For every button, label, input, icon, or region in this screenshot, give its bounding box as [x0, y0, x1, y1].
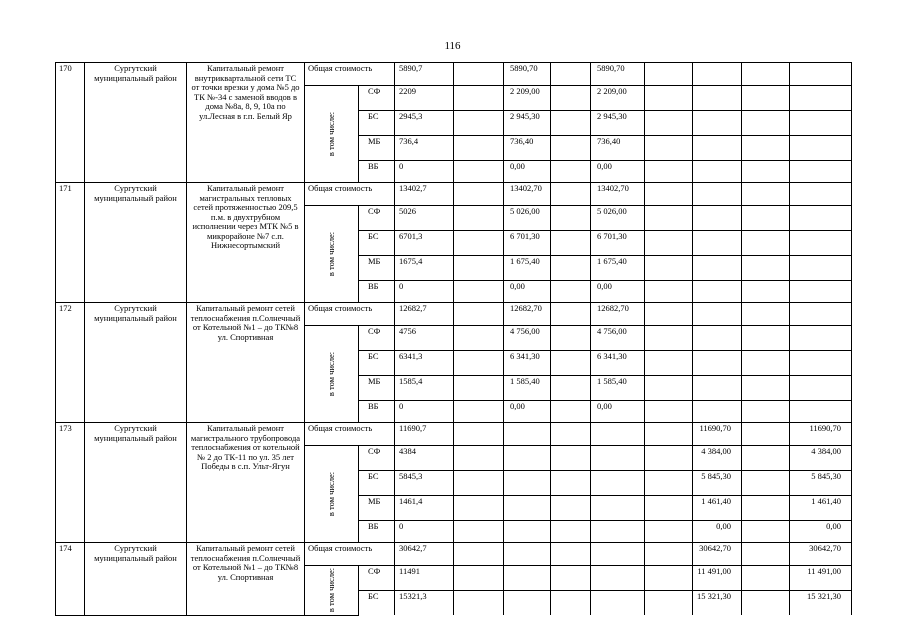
- source-label: ВБ: [359, 281, 395, 303]
- empty-cell: [551, 496, 591, 521]
- value-cell: 6 701,30: [591, 231, 645, 256]
- total-cost-label: Общая стоимость: [305, 543, 395, 566]
- empty-cell: [551, 161, 591, 183]
- empty-cell: [645, 521, 693, 543]
- value-cell: 4 384,00: [693, 446, 742, 471]
- empty-cell: [742, 231, 790, 256]
- value-cell: 2945,3: [395, 111, 454, 136]
- empty-cell: [645, 303, 693, 326]
- row-number: 172: [56, 303, 85, 423]
- value-cell: 0,00: [591, 161, 645, 183]
- empty-cell: [454, 471, 504, 496]
- municipality-cell: Сургутский муниципальный район: [85, 423, 187, 543]
- value-cell: [790, 63, 852, 86]
- empty-cell: [645, 63, 693, 86]
- project-description: Капитальный ремонт внутриквартальной сети ТС от точки врезки у дома №5 до ТК №-34 с заменой вводов в дома №8а, 8, 9, 10а по ул.Лесная в г.п. Белый Яр: [187, 63, 305, 183]
- table-row: [56, 423, 852, 446]
- row-number: 173: [56, 423, 85, 543]
- source-label: ВБ: [359, 161, 395, 183]
- value-cell: 0: [395, 401, 454, 423]
- empty-cell: [645, 376, 693, 401]
- empty-cell: [551, 401, 591, 423]
- value-cell: 30642,70: [790, 543, 852, 566]
- value-cell: [693, 376, 742, 401]
- value-cell: 736,40: [591, 136, 645, 161]
- empty-cell: [645, 566, 693, 591]
- empty-cell: [742, 183, 790, 206]
- municipality-cell: Сургутский муниципальный район: [85, 303, 187, 423]
- value-cell: [790, 86, 852, 111]
- empty-cell: [645, 231, 693, 256]
- empty-cell: [742, 521, 790, 543]
- empty-cell: [454, 63, 504, 86]
- value-cell: 6341,3: [395, 351, 454, 376]
- value-cell: 11 491,00: [693, 566, 742, 591]
- value-cell: 4384: [395, 446, 454, 471]
- empty-cell: [742, 63, 790, 86]
- value-cell: [693, 231, 742, 256]
- empty-cell: [454, 446, 504, 471]
- value-cell: 1 675,40: [504, 256, 551, 281]
- empty-cell: [454, 161, 504, 183]
- value-cell: 13402,7: [395, 183, 454, 206]
- value-cell: [693, 206, 742, 231]
- value-cell: 0: [395, 521, 454, 543]
- empty-cell: [551, 136, 591, 161]
- value-cell: 1461,4: [395, 496, 454, 521]
- empty-cell: [454, 256, 504, 281]
- within-label: в том числе:: [325, 471, 336, 517]
- empty-cell: [645, 446, 693, 471]
- source-label: БС: [359, 591, 395, 616]
- value-cell: [591, 496, 645, 521]
- project-description: Капитальный ремонт сетей теплоснабжения п.Солнечный от Котельной №1 – до ТК№8 ул. Спортивная: [187, 543, 305, 616]
- value-cell: [591, 591, 645, 616]
- value-cell: 1 675,40: [591, 256, 645, 281]
- value-cell: 1585,4: [395, 376, 454, 401]
- value-cell: [591, 566, 645, 591]
- empty-cell: [454, 111, 504, 136]
- project-description: Капитальный ремонт магистрального трубопровода теплоснабжения от котельной № 2 до ТК-11 по ул. 35 лет Победы в с.п. Ульт-Ягун: [187, 423, 305, 543]
- value-cell: 12682,70: [591, 303, 645, 326]
- empty-cell: [742, 136, 790, 161]
- empty-cell: [551, 281, 591, 303]
- project-description: Капитальный ремонт магистральных тепловых сетей протяженностью 209,5 п.м. в двухтрубном исполнении через МТК №5 в микрорайоне №7 с.п. Нижнесортымский: [187, 183, 305, 303]
- value-cell: [693, 63, 742, 86]
- empty-cell: [551, 326, 591, 351]
- value-cell: [790, 326, 852, 351]
- empty-cell: [551, 566, 591, 591]
- municipality-cell: Сургутский муниципальный район: [85, 63, 187, 183]
- value-cell: [790, 281, 852, 303]
- within-label-cell: [305, 326, 359, 423]
- empty-cell: [454, 136, 504, 161]
- empty-cell: [454, 521, 504, 543]
- value-cell: 6701,3: [395, 231, 454, 256]
- empty-cell: [742, 111, 790, 136]
- value-cell: 11690,7: [395, 423, 454, 446]
- source-label: СФ: [359, 206, 395, 231]
- empty-cell: [742, 206, 790, 231]
- source-label: СФ: [359, 446, 395, 471]
- value-cell: 30642,7: [395, 543, 454, 566]
- empty-cell: [645, 423, 693, 446]
- value-cell: 2 209,00: [591, 86, 645, 111]
- source-label: БС: [359, 111, 395, 136]
- value-cell: [693, 326, 742, 351]
- value-cell: [790, 303, 852, 326]
- within-label-cell: [305, 86, 359, 183]
- value-cell: 0: [395, 161, 454, 183]
- empty-cell: [454, 423, 504, 446]
- value-cell: 11690,70: [693, 423, 742, 446]
- value-cell: 2 945,30: [591, 111, 645, 136]
- empty-cell: [454, 231, 504, 256]
- source-label: СФ: [359, 86, 395, 111]
- table-row: [56, 183, 852, 206]
- value-cell: 2 209,00: [504, 86, 551, 111]
- source-label: МБ: [359, 256, 395, 281]
- budget-table: [55, 62, 852, 616]
- empty-cell: [551, 543, 591, 566]
- empty-cell: [551, 376, 591, 401]
- value-cell: 5 845,30: [693, 471, 742, 496]
- source-label: СФ: [359, 326, 395, 351]
- value-cell: 4 756,00: [591, 326, 645, 351]
- empty-cell: [645, 161, 693, 183]
- source-label: МБ: [359, 136, 395, 161]
- total-cost-label: Общая стоимость: [305, 183, 395, 206]
- municipality-cell: Сургутский муниципальный район: [85, 543, 187, 616]
- empty-cell: [742, 496, 790, 521]
- within-label: в том числе:: [325, 351, 336, 397]
- value-cell: 11491: [395, 566, 454, 591]
- empty-cell: [454, 543, 504, 566]
- value-cell: 5026: [395, 206, 454, 231]
- value-cell: 11690,70: [790, 423, 852, 446]
- value-cell: [591, 521, 645, 543]
- table-body: [56, 63, 852, 616]
- source-label: ВБ: [359, 521, 395, 543]
- value-cell: 0,00: [504, 281, 551, 303]
- empty-cell: [645, 86, 693, 111]
- value-cell: 1 461,40: [790, 496, 852, 521]
- value-cell: 6 701,30: [504, 231, 551, 256]
- empty-cell: [742, 281, 790, 303]
- value-cell: [693, 161, 742, 183]
- empty-cell: [742, 256, 790, 281]
- empty-cell: [742, 471, 790, 496]
- empty-cell: [551, 521, 591, 543]
- empty-cell: [645, 136, 693, 161]
- value-cell: [790, 136, 852, 161]
- empty-cell: [645, 206, 693, 231]
- empty-cell: [454, 281, 504, 303]
- empty-cell: [454, 376, 504, 401]
- empty-cell: [551, 351, 591, 376]
- empty-cell: [742, 566, 790, 591]
- empty-cell: [551, 446, 591, 471]
- page-number: 116: [444, 40, 461, 52]
- value-cell: 5890,7: [395, 63, 454, 86]
- value-cell: 736,4: [395, 136, 454, 161]
- empty-cell: [645, 401, 693, 423]
- value-cell: [693, 351, 742, 376]
- value-cell: 15321,3: [395, 591, 454, 616]
- empty-cell: [645, 496, 693, 521]
- empty-cell: [454, 351, 504, 376]
- empty-cell: [742, 401, 790, 423]
- value-cell: 15 321,30: [693, 591, 742, 616]
- empty-cell: [551, 231, 591, 256]
- source-label: МБ: [359, 496, 395, 521]
- value-cell: 736,40: [504, 136, 551, 161]
- value-cell: [693, 111, 742, 136]
- within-label: в том числе:: [325, 568, 336, 613]
- value-cell: 13402,70: [504, 183, 551, 206]
- value-cell: [790, 183, 852, 206]
- value-cell: 1675,4: [395, 256, 454, 281]
- empty-cell: [454, 566, 504, 591]
- empty-cell: [454, 496, 504, 521]
- empty-cell: [551, 303, 591, 326]
- value-cell: [504, 471, 551, 496]
- source-label: ВБ: [359, 401, 395, 423]
- row-number: 174: [56, 543, 85, 616]
- value-cell: [693, 256, 742, 281]
- within-label: в том числе:: [325, 111, 336, 157]
- empty-cell: [645, 591, 693, 616]
- empty-cell: [454, 86, 504, 111]
- value-cell: [693, 401, 742, 423]
- value-cell: [790, 111, 852, 136]
- value-cell: [693, 281, 742, 303]
- empty-cell: [742, 423, 790, 446]
- value-cell: 12682,70: [504, 303, 551, 326]
- empty-cell: [454, 326, 504, 351]
- value-cell: [790, 231, 852, 256]
- value-cell: 4756: [395, 326, 454, 351]
- value-cell: 5845,3: [395, 471, 454, 496]
- value-cell: 2 945,30: [504, 111, 551, 136]
- value-cell: [790, 206, 852, 231]
- value-cell: [504, 591, 551, 616]
- value-cell: 6 341,30: [591, 351, 645, 376]
- value-cell: [790, 351, 852, 376]
- total-cost-label: Общая стоимость: [305, 423, 395, 446]
- within-label: в том числе:: [325, 231, 336, 277]
- value-cell: 12682,7: [395, 303, 454, 326]
- empty-cell: [645, 543, 693, 566]
- value-cell: 0: [395, 281, 454, 303]
- value-cell: [591, 423, 645, 446]
- value-cell: [504, 521, 551, 543]
- value-cell: 15 321,30: [790, 591, 852, 616]
- empty-cell: [454, 303, 504, 326]
- empty-cell: [454, 401, 504, 423]
- within-label-cell: [305, 206, 359, 303]
- value-cell: 4 756,00: [504, 326, 551, 351]
- value-cell: 5890,70: [504, 63, 551, 86]
- within-label-cell: [305, 566, 359, 616]
- empty-cell: [551, 183, 591, 206]
- empty-cell: [742, 446, 790, 471]
- empty-cell: [551, 471, 591, 496]
- value-cell: [790, 161, 852, 183]
- source-label: БС: [359, 351, 395, 376]
- value-cell: 5890,70: [591, 63, 645, 86]
- table-row: [56, 63, 852, 86]
- value-cell: [591, 543, 645, 566]
- value-cell: [790, 401, 852, 423]
- value-cell: 0,00: [504, 161, 551, 183]
- empty-cell: [742, 591, 790, 616]
- total-cost-label: Общая стоимость: [305, 63, 395, 86]
- row-number: 171: [56, 183, 85, 303]
- empty-cell: [742, 326, 790, 351]
- row-number: 170: [56, 63, 85, 183]
- value-cell: 5 026,00: [591, 206, 645, 231]
- within-label-cell: [305, 446, 359, 543]
- value-cell: [693, 136, 742, 161]
- empty-cell: [551, 86, 591, 111]
- source-label: МБ: [359, 376, 395, 401]
- empty-cell: [645, 326, 693, 351]
- value-cell: [591, 471, 645, 496]
- empty-cell: [551, 206, 591, 231]
- value-cell: [591, 446, 645, 471]
- value-cell: [504, 496, 551, 521]
- value-cell: 4 384,00: [790, 446, 852, 471]
- empty-cell: [551, 423, 591, 446]
- value-cell: 0,00: [790, 521, 852, 543]
- value-cell: [790, 256, 852, 281]
- value-cell: 6 341,30: [504, 351, 551, 376]
- source-label: БС: [359, 231, 395, 256]
- value-cell: 5 845,30: [790, 471, 852, 496]
- empty-cell: [742, 161, 790, 183]
- value-cell: 2209: [395, 86, 454, 111]
- value-cell: [504, 543, 551, 566]
- empty-cell: [454, 591, 504, 616]
- empty-cell: [645, 281, 693, 303]
- empty-cell: [551, 111, 591, 136]
- value-cell: 13402,70: [591, 183, 645, 206]
- empty-cell: [645, 183, 693, 206]
- empty-cell: [742, 86, 790, 111]
- table-row: [56, 303, 852, 326]
- value-cell: [504, 423, 551, 446]
- empty-cell: [551, 63, 591, 86]
- empty-cell: [645, 111, 693, 136]
- value-cell: 0,00: [504, 401, 551, 423]
- source-label: СФ: [359, 566, 395, 591]
- value-cell: 1 461,40: [693, 496, 742, 521]
- source-label: БС: [359, 471, 395, 496]
- value-cell: 0,00: [591, 401, 645, 423]
- value-cell: [693, 303, 742, 326]
- empty-cell: [645, 351, 693, 376]
- total-cost-label: Общая стоимость: [305, 303, 395, 326]
- empty-cell: [742, 303, 790, 326]
- table-row: [56, 543, 852, 566]
- empty-cell: [742, 351, 790, 376]
- value-cell: 30642,70: [693, 543, 742, 566]
- empty-cell: [551, 591, 591, 616]
- municipality-cell: Сургутский муниципальный район: [85, 183, 187, 303]
- empty-cell: [645, 471, 693, 496]
- value-cell: [693, 86, 742, 111]
- empty-cell: [742, 376, 790, 401]
- project-description: Капитальный ремонт сетей теплоснабжения п.Солнечный от Котельной №1 – до ТК№8 ул. Спортивная: [187, 303, 305, 423]
- value-cell: [504, 446, 551, 471]
- value-cell: 11 491,00: [790, 566, 852, 591]
- empty-cell: [742, 543, 790, 566]
- value-cell: 0,00: [693, 521, 742, 543]
- value-cell: 1 585,40: [591, 376, 645, 401]
- empty-cell: [645, 256, 693, 281]
- empty-cell: [454, 206, 504, 231]
- empty-cell: [454, 183, 504, 206]
- value-cell: 0,00: [591, 281, 645, 303]
- value-cell: [790, 376, 852, 401]
- value-cell: 1 585,40: [504, 376, 551, 401]
- value-cell: 5 026,00: [504, 206, 551, 231]
- empty-cell: [551, 256, 591, 281]
- value-cell: [693, 183, 742, 206]
- value-cell: [504, 566, 551, 591]
